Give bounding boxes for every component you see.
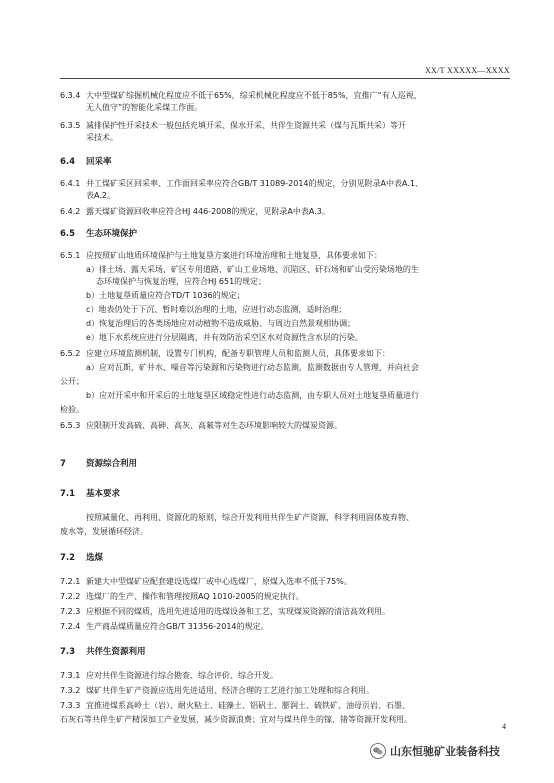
section-7-1-heading: 7.1 基本要求 <box>60 489 121 499</box>
header-rule <box>60 78 510 79</box>
section-6-4-heading: 6.4 回采率 <box>60 157 112 167</box>
clause-7-3-3: 7.3.3 宜推进煤系高岭土（岩）、耐火粘土、硅藻土、铝矾土、膨润土、硫铁矿、油母页岩、石墨、 <box>60 701 410 710</box>
watermark-text: 山东恒驰矿业装备科技 <box>390 745 500 758</box>
clause-7-3-2: 7.3.2 煤矿共伴生矿产资源应选用先进适用、经济合理的工艺进行加工处理和综合利用。 <box>60 686 374 695</box>
clause-7-2-2: 7.2.2 选煤厂的生产、操作和管理按照AQ 1010-2005的规定执行。 <box>60 592 304 601</box>
list-item-c: c）地表仍处于下沉、暂时难以治理的土地，应进行动态监测，适时治理； <box>86 305 347 314</box>
section-7-2-heading: 7.2 选煤 <box>60 553 104 563</box>
clause-6-4-1-cont: 表A.2。 <box>86 191 115 200</box>
list-item-e: e）地下水系统应进行分层隔离，并有效防治采空区水对资源性含水层的污染。 <box>86 333 363 342</box>
clause-6-5-2: 6.5.2 应建立环境监测机制，设置专门机构，配备专职管理人员和监测人员，具体要求如下： <box>60 349 390 358</box>
wechat-icon <box>370 743 386 759</box>
clause-6-5-1: 6.5.1 应按照矿山地质环境保护与土地复垦方案进行环境治理和土地复垦，具体要求如下： <box>60 251 382 260</box>
clause-7-3-1: 7.3.1 应对共伴生资源进行综合勘查、综合评价、综合开发。 <box>60 671 278 680</box>
list-item-b-2: b）应对开采中和开采后的土地复垦区域稳定性进行动态监测，由专职人员对土地复垦质量进行 <box>86 391 420 400</box>
page-number: 4 <box>502 722 506 731</box>
doc-code: XX/T XXXXX—XXXX <box>424 66 510 75</box>
chapter-7-heading: 7 资源综合利用 <box>60 459 138 469</box>
clause-7-2-4: 7.2.4 生产商品煤质量应符合GB/T 31356-2014的规定。 <box>60 622 269 631</box>
section-6-5-heading: 6.5 生态环境保护 <box>60 229 138 239</box>
list-item-d: d）恢复治理后的各类场地应对动植物不造成威胁、与周边自然景观相协调； <box>86 319 356 328</box>
clause-7-2-1: 7.2.1 新建大中型煤矿应配套建设选煤厂或中心选煤厂，原煤入选率不低于75%。 <box>60 577 352 586</box>
clause-6-5-3: 6.5.3 应限制开发高硫、高砷、高灰、高氟等对生态环境影响较大的煤炭资源。 <box>60 421 342 430</box>
clause-6-3-5-cont: 采技术。 <box>86 133 118 142</box>
paragraph-7-1-cont: 废水等，发展循环经济。 <box>60 527 148 536</box>
clause-6-4-1: 6.4.1 井工煤矿采区回采率、工作面回采率应符合GB/T 31089-2014的规定，分别见附录A中表A.1、 <box>60 179 423 188</box>
list-item-a-2-cont: 公开； <box>60 377 84 386</box>
list-item-a-2: a）应对瓦斯、矿井水、噪音等污染源和污染物进行动态监测，监测数据由专人管理，并向社会 <box>86 363 419 372</box>
list-item-b: b）土地复垦质量应符合TD/T 1036的规定； <box>86 291 245 300</box>
clause-6-3-4: 6.3.4 大中型煤矿综掘机械化程度应不低于65%，综采机械化程度应不低于85%，宜推广“有人巡视， <box>60 91 422 100</box>
clause-6-4-2: 6.4.2 露天煤矿资源回收率应符合HJ 446-2008的规定，见附录A中表A.3。 <box>60 207 330 216</box>
paragraph-7-1: 按照减量化、再利用、资源化的原则，综合开发利用共伴生矿产资源，科学利用固体废弃物、 <box>86 513 414 522</box>
list-item-b-2-cont: 检验。 <box>60 405 84 414</box>
clause-6-3-4-cont: 无人值守”的智能化采煤工作面。 <box>86 103 203 112</box>
clause-7-2-3: 7.2.3 应根据不同的煤质，选用先进适用的选煤设备和工艺，实现煤炭资源的清洁高效利用。 <box>60 607 390 616</box>
watermark <box>370 742 540 760</box>
clause-7-3-3-cont: 石灰石等共伴生矿产精深加工产业发展，减少资源浪费；宜对与煤共伴生的镓、锗等资源开发利用。 <box>60 715 412 724</box>
list-item-a-cont: 态环境保护与恢复治理，应符合HJ 651的规定； <box>96 277 267 286</box>
clause-6-3-5: 6.3.5 减排保护性开采技术一般包括充填开采、保水开采、共伴生资源共采（煤与瓦斯共采）等开 <box>60 121 406 130</box>
section-7-3-heading: 7.3 共伴生资源利用 <box>60 647 146 657</box>
list-item-a: a）排土场、露天采场、矿区专用道路、矿山工业场地、沉陷区、矸石场和矿山受污染场地的生 <box>86 265 419 274</box>
